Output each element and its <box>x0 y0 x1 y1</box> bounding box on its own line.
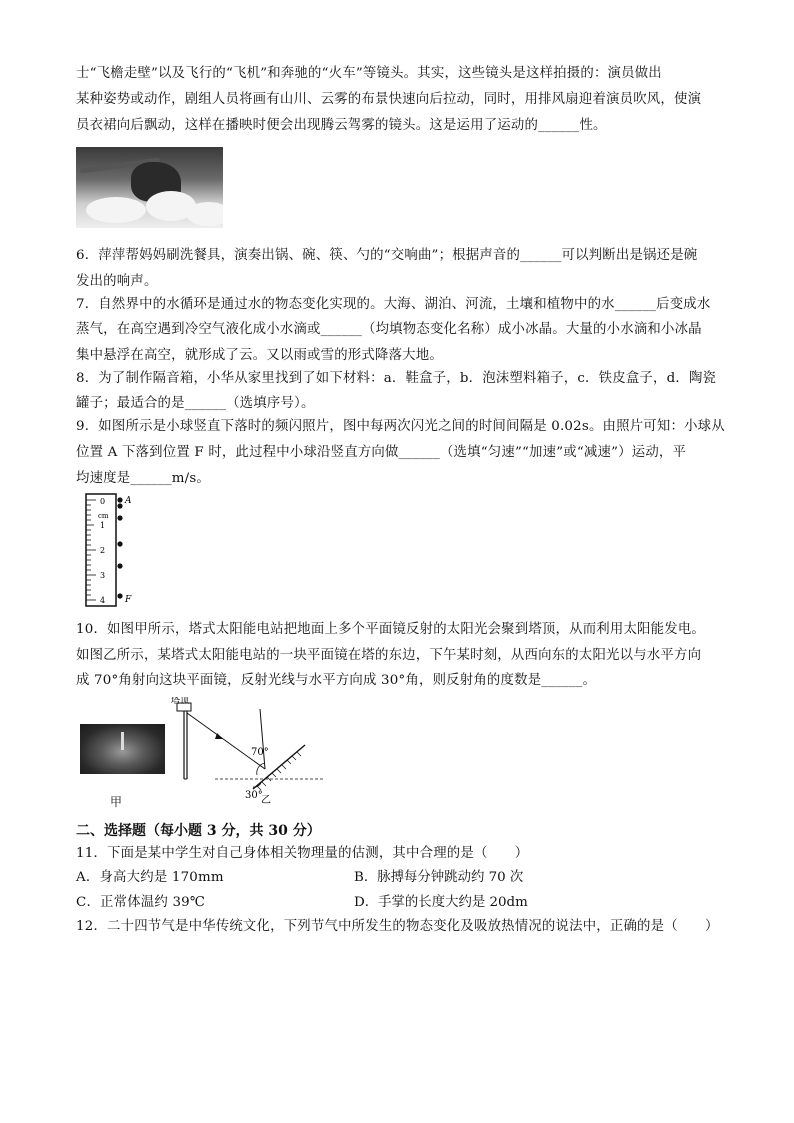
question-9-line1: 9．如图所示是小球竖直下落时的频闪照片，图中每两次闪光之间的时间间隔是 0.02s。由照片可知：小球从 <box>76 419 725 434</box>
question-10-line1: 10．如图甲所示，塔式太阳能电站把地面上多个平面镜反射的太阳光会聚到塔顶，从而利用太阳能发电。 <box>76 622 706 637</box>
question-11-option-a: A．身高大约是 170mm <box>76 870 224 885</box>
question-10-line2: 如图乙所示，某塔式太阳能电站的一块平面镜在塔的东边，下午某时刻，从西向东的太阳光以与水平方向 <box>76 648 702 663</box>
question-7-line2: 蒸气，在高空遇到冷空气液化成小水滴或______（均填物态变化名称）成小冰晶。大量的小水滴和小冰晶 <box>76 322 702 337</box>
ruler-strobe-figure <box>78 490 138 610</box>
tower-label: 塔顶 <box>171 697 190 706</box>
label-A: A <box>125 496 132 506</box>
question-12: 12．二十四节气是中华传统文化，下列节气中所发生的物态变化及吸放热情况的说法中，正确的是（ ） <box>76 919 719 934</box>
question-9-line2: 位置 A 下落到位置 F 时，此过程中小球沿竖直方向做______（选填“匀速”“加速”或“减速”）运动，平 <box>76 445 687 460</box>
question-6-line2: 发出的响声。 <box>76 274 158 289</box>
ruler-tick-0: 0 <box>100 497 106 506</box>
question-11-option-d: D．手掌的长度大约是 20dm <box>354 895 528 910</box>
question-8-line1: 8．为了制作隔音箱，小华从家里找到了如下材料：a．鞋盒子，b．泡沫塑料箱子，c．铁皮盒子，d．陶瓷 <box>76 371 717 386</box>
angle-70-label: 70° <box>251 747 269 758</box>
ruler-unit: cm <box>98 512 109 520</box>
ruler-tick-1: 1 <box>100 521 106 530</box>
question-9-line3: 均速度是______m/s。 <box>76 471 211 486</box>
section-2-title: 二、选择题（每小题 3 分，共 30 分） <box>76 823 321 839</box>
mirror-reflection-diagram <box>165 697 335 807</box>
ruler-tick-2: 2 <box>100 546 106 555</box>
ruler-tick-3: 3 <box>100 571 106 580</box>
ruler-tick-4: 4 <box>100 596 106 605</box>
text-line: 士“飞檐走壁”以及飞行的“飞机”和奔驰的“火车”等镜头。其实，这些镜头是这样拍摄的：演员做出 <box>76 66 662 81</box>
question-11-option-c: C．正常体温约 39℃ <box>76 895 206 910</box>
text-line: 员衣裙向后飘动，这样在播映时便会出现腾云驾雾的镜头。这是运用了运动的______性。 <box>76 118 607 133</box>
text-line: 某种姿势或动作，剧组人员将画有山川、云雾的布景快速向后拉动，同时，用排风扇迎着演员吹风，使演 <box>76 92 702 107</box>
question-6-line1: 6．萍萍帮妈妈刷洗餐具，演奏出锅、碗、筷、勺的“交响曲”；根据声音的______可以判断出是锅还是碗 <box>76 248 698 263</box>
flying-scene-photo <box>76 147 223 228</box>
caption-jia: 甲 <box>110 795 123 809</box>
question-7-line3: 集中悬浮在高空，就形成了云。又以雨或雪的形式降落大地。 <box>76 348 443 363</box>
question-11: 11．下面是某中学生对自己身体相关物理量的估测，其中合理的是（ ） <box>76 846 529 861</box>
question-8-line2: 罐子；最适合的是______（选填序号）。 <box>76 396 315 411</box>
angle-30-label: 30° <box>245 790 263 801</box>
question-11-option-b: B．脉搏每分钟跳动约 70 次 <box>354 870 524 885</box>
question-10-line3: 成 70°角射向这块平面镜，反射光线与水平方向成 30°角，则反射角的度数是______。 <box>76 673 597 688</box>
caption-yi: 乙 <box>261 795 271 806</box>
solar-station-photo <box>80 724 165 774</box>
label-F: F <box>125 595 132 605</box>
question-7-line1: 7．自然界中的水循环是通过水的物态变化实现的。大海、湖泊、河流，土壤和植物中的水______后变成水 <box>76 297 711 312</box>
